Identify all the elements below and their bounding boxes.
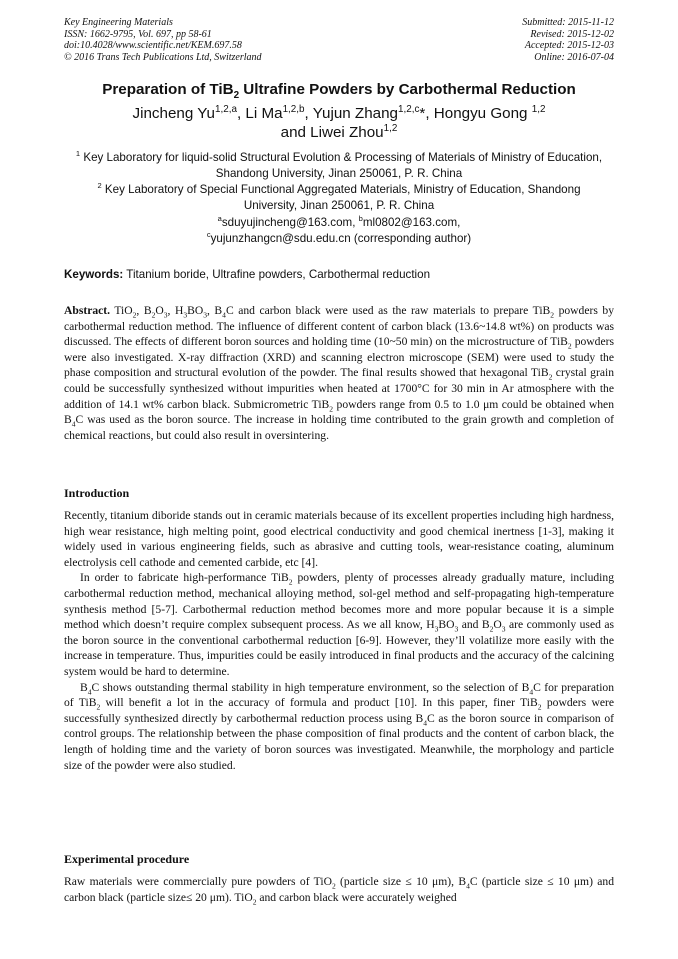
date-online: Online: 2016-07-04 bbox=[534, 51, 614, 63]
section-heading-introduction: Introduction bbox=[64, 486, 130, 500]
experimental-text: Raw materials were commercially pure powders of TiO$_2$ (particle size ≤ 10 μm), $B_4C$ (particle size ≤ 10 μm) and carbon black (particle size≤ 20 μm). TiO$_2$ and carbon black were accurately weighed bbox=[64, 875, 615, 906]
email-a: sduyujincheng@163.com, bbox=[221, 216, 359, 229]
keywords-label: Keywords: bbox=[64, 268, 124, 281]
journal-name: Key Engineering Materials bbox=[64, 17, 173, 28]
section-heading-experimental: Experimental procedure bbox=[64, 852, 190, 866]
author: and Liwei Zhou bbox=[280, 124, 384, 141]
affiliation-1: $^1$ Key Laboratory for liquid-solid Structural Evolution & Processing of Materials of Ministry of Education, Shandong University, Jinan 250061, P. R. China bbox=[75, 149, 603, 180]
affiliation-2: $^2$ Key Laboratory of Special Functional Aggregated Materials, Ministry of Education, Shandong University, Jinan 250061, P. R. China bbox=[97, 181, 581, 212]
journal-copyright: © 2016 Trans Tech Publications Ltd, Switzerland bbox=[64, 51, 262, 63]
keywords bbox=[64, 268, 614, 281]
introduction-text bbox=[64, 508, 614, 773]
journal-issn: ISSN: 1662-9795, Vol. 697, pp 58-61 bbox=[64, 28, 212, 40]
author: Yujun Zhang bbox=[312, 105, 398, 122]
paragraph: In order to fabricate high-performance TiB$_2$ powders, plenty of processes already gradually mature, including carbothermal reduction method, mechanical alloying method, sol-gel method and self-propagating high-temperature synthesis method [5-7]. Carbothermal reduction method becomes more and more popular because it is a simple method which doesn’t require complex subsequent process. As we all know, $H_3BO_3$ and $B_2O_3$ are commonly used as the boron source in the conventional carbothermal reduction [6-9]. However, they’ll volatilize more easily with the increase in temperature. Thus, impurities could be easily introduced in final products and the accuracy of the calcining system would be hard to determine. bbox=[64, 571, 615, 678]
journal-doi: doi:10.4028/www.scientific.net/KEM.697.58 bbox=[64, 40, 242, 51]
email-c: yujunzhangcn@sdu.edu.cn (corresponding author) bbox=[210, 231, 472, 245]
date-revised: Revised: 2015-12-02 bbox=[530, 28, 614, 40]
submission-dates bbox=[522, 17, 614, 63]
author: Jincheng Yu bbox=[132, 105, 215, 122]
email-b: ml0802@163.com, bbox=[362, 216, 461, 229]
date-submitted: Submitted: 2015-11-12 bbox=[522, 17, 614, 28]
journal-info bbox=[64, 17, 262, 63]
journal-header bbox=[64, 17, 614, 63]
author-emails: $^a$sduyujincheng@163.com, $^b$ml0802@163.com, $^c$yujunzhangcn@sdu.edu.cn (corresponding author) bbox=[206, 214, 472, 245]
paragraph: $B_4C$ shows outstanding thermal stability in high temperature environment, so the selection of $B_4C$ for preparation of TiB$_2$ will benefit a lot in the accuracy of formula and product [10]. In this paper, finer TiB$_2$ powders were successfully synthesized directly by carbothermal reduction process using $B_4C$ as the boron source in comparison of control groups. The relationship between the phase composition of final products and the content of carbon black, the length of holding time and the variety of boron sources was investigated. Meanwhile, the morphology and particle size of the powder were also studied. bbox=[64, 680, 615, 772]
paragraph: Recently, titanium diboride stands out in ceramic materials because of its excellent properties including high hardness, high wear resistance, high melting point, good electrical conductivity and good chemical inertness [1-3], making it widely used in various engineering fields, such as abrasive and cutting tools, wear-resistance coating, aluminum electrolysis cell cathode and cemented carbide, etc [4]. bbox=[64, 509, 614, 569]
paper-title: Preparation of TiB$_2$ Ultrafine Powders by Carbothermal Reduction bbox=[102, 81, 576, 102]
author: Hongyu Gong bbox=[433, 105, 532, 122]
date-accepted: Accepted: 2015-12-03 bbox=[524, 40, 614, 51]
author: Li Ma bbox=[245, 105, 283, 122]
keywords-text: Titanium boride, Ultrafine powders, Carbothermal reduction bbox=[123, 268, 431, 281]
abstract: Abstract. TiO$_2$, $B_2O_3$, $H_3BO_3$, $B_4C$ and carbon black were used as the raw materials to prepare TiB$_2$ powders by carbothermal reduction method. The influence of different content of carbon black (13.6~14.8 wt%) on products was discussed. The effects of different boron sources and holding time (10~50 min) on the microstructure of TiB$_2$ powders were also investigated. X-ray diffraction (XRD) and scanning electron microscope (SEM) were used to study the phase composition and structural evolution of the powder. The final results showed that hexagonal TiB$_2$ crystal grain could be successfully synthesized without impurities when heated at 1700°C for 30 min in Ar atmosphere with the addition of 14.1 wt% carbon black. Submicrometric TiB$_2$ powders range from 0.5 to 1.0 μm could be obtained when $B_4C$ was used as the boron source. The increase in holding time contributed to the grain growth and completion of chemical reactions, but could also result in oversintering. bbox=[64, 304, 615, 442]
abstract-label: Abstract. bbox=[64, 304, 111, 317]
author-list: Jincheng Yu$^{1,2,a}$, Li Ma$^{1,2,b}$, Yujun Zhang$^{1,2,c}$*, Hongyu Gong $^{1,2}$ and Liwei Zhou$^{1,2}$ bbox=[132, 103, 546, 141]
